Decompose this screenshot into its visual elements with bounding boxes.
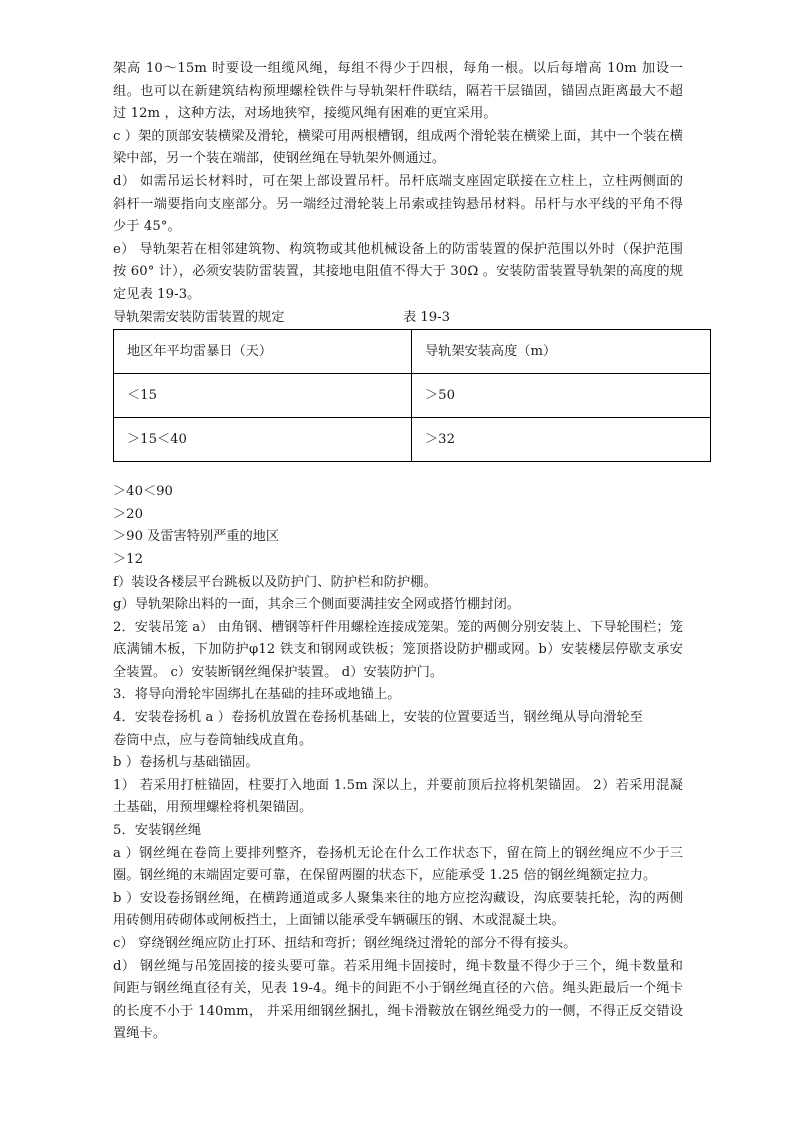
paragraph-item-a-rope-drum: a ）钢丝绳在卷筒上要排列整齐，卷扬机无论在什么工作状态下，留在筒上的钢丝绳应不少于三圈。钢丝绳的末端固定要可靠，在保留两圈的状态下，应能承受 1.25 倍的钢丝绳额定拉力。: [113, 845, 683, 884]
table-cell-days-1: ＞15＜40: [114, 418, 412, 462]
paragraph-step-2-cage: 2．安装吊笼 a） 由角钢、槽钢等杆件用螺栓连接成笼架。笼的两侧分别安装上、下导轮围栏；笼底满铺木板，下加防护φ12 铁支和钢网或铁板；笼顶搭设防护棚或网。b）安装楼层停歇支承安全装置。 c）安装断钢丝绳保护装置。 d）安装防护门。: [113, 619, 683, 680]
table-cell-height-0: ＞50: [412, 374, 711, 418]
table-header-row: [114, 330, 711, 374]
table-header-cell-install-height: 导轨架安装高度（m）: [412, 330, 711, 374]
table-cell-height-1: ＞32: [412, 418, 711, 462]
table-header-cell-thunderstorm-days: 地区年平均雷暴日（天）: [114, 330, 412, 374]
paragraph-item-e-lightning: e） 导轨架若在相邻建筑物、构筑物或其他机械设备上的防雷装置的保护范围以外时（保护范围按 60° 计），必须安装防雷装置，其接地电阻值不得大于 30Ω 。安装防雷装置导轨架的高度的规定见表 19-3。: [113, 241, 683, 302]
paragraph-item-c-rope-routing: c） 穿绕钢丝绳应防止打环、扭结和弯折；钢丝绳绕过滑轮的部分不得有接头。: [113, 936, 577, 951]
line-height-20: ＞20: [113, 506, 143, 522]
table-caption-number: 表 19-3: [403, 309, 451, 325]
paragraph-intro-guy-ropes: 架高 10～15m 时要设一组缆风绳，每组不得少于四根，每角一根。以后每增高 10m 加设一组。也可以在新建筑结构预埋螺栓铁件与导轨架杆件联结，隔若干层锚固，锚固点距离最大不超过 12m ，这种方法，对场地狭窄，接缆风绳有困难的更宜采用。: [113, 61, 683, 122]
table-cell-days-0: ＜15: [114, 374, 412, 418]
paragraph-step-5-wire-rope: 5．安装钢丝绳: [113, 823, 202, 839]
paragraph-step-3-pulley: 3．将导向滑轮牢固绑扎在基础的挂环或地锚上。: [113, 687, 401, 703]
paragraph-item-b-anchor: b ）卷扬机与基础锚固。: [113, 755, 259, 771]
table-bottom-spacer: [113, 462, 683, 481]
paragraph-item-c-crossbeam: c ）架的顶部安装横梁及滑轮，横梁可用两根槽钢，组成两个滑轮装在横梁上面，其中一个装在横梁中部，另一个装在端部，使钢丝绳在导轨架外侧通过。: [113, 128, 683, 167]
table-row: [114, 374, 711, 418]
line-range-over-90: ＞90 及雷害特别严重的地区: [113, 529, 280, 545]
paragraph-drum-center: 卷筒中点，应与卷筒轴线成直角。: [113, 732, 313, 748]
paragraph-item-f-platform: f）装设各楼层平台跳板以及防护门、防护栏和防护棚。: [113, 574, 437, 590]
lightning-protection-table: [113, 329, 711, 462]
line-range-40-90: ＞40＜90: [113, 484, 173, 500]
paragraph-sub-1-piling: 1） 若采用打桩锚固，柱要打入地面 1.5m 深以上，并要前顶后拉将机架锚固。 2）若采用混凝土基础，用预埋螺栓将机架锚固。: [113, 777, 683, 816]
table-caption: [113, 307, 683, 330]
paragraph-item-b-rope-trench: b ）安设卷扬钢丝绳，在横跨通道或多人聚集来往的地方应挖沟藏设，沟底要装托轮，沟的两侧用砖侧用砖砌体或闸板挡土，上面铺以能承受车辆碾压的钢、木或混凝土块。: [113, 890, 683, 929]
paragraph-step-4-winch: 4．安装卷扬机 a ）卷扬机放置在卷扬机基础上，安装的位置要适当，钢丝绳从导向滑轮至: [113, 710, 643, 726]
table-row: [114, 418, 711, 462]
paragraph-item-d-rope-clips: d） 钢丝绳与吊笼固接的接头要可靠。若采用绳卡固接时，绳卡数量不得少于三个，绳卡数量和间距与钢丝绳直径有关，见表 19-4。绳卡的间距不小于钢丝绳直径的六倍。绳头距最后一个绳卡的长度不小于 140mm， 并采用细钢丝捆扎，绳卡滑鞍放在钢丝绳受力的一侧，不得正反交错设置绳卡。: [113, 958, 683, 1042]
line-height-12: ＞12: [113, 551, 143, 567]
paragraph-item-d-boom: d） 如需吊运长材料时，可在架上部设置吊杆。吊杆底端支座固定联接在立柱上，立柱两侧面的斜杆一端要指向支座部分。另一端经过滑轮装上吊索或挂钩悬吊材料。吊杆与水平线的平角不得少于 45°。: [113, 173, 683, 235]
paragraph-item-g-safety-net: g）导轨架除出料的一面，其余三个侧面要满挂安全网或搭竹棚封闭。: [113, 597, 521, 613]
table-caption-title: 导轨架需安装防雷装置的规定: [113, 309, 285, 325]
